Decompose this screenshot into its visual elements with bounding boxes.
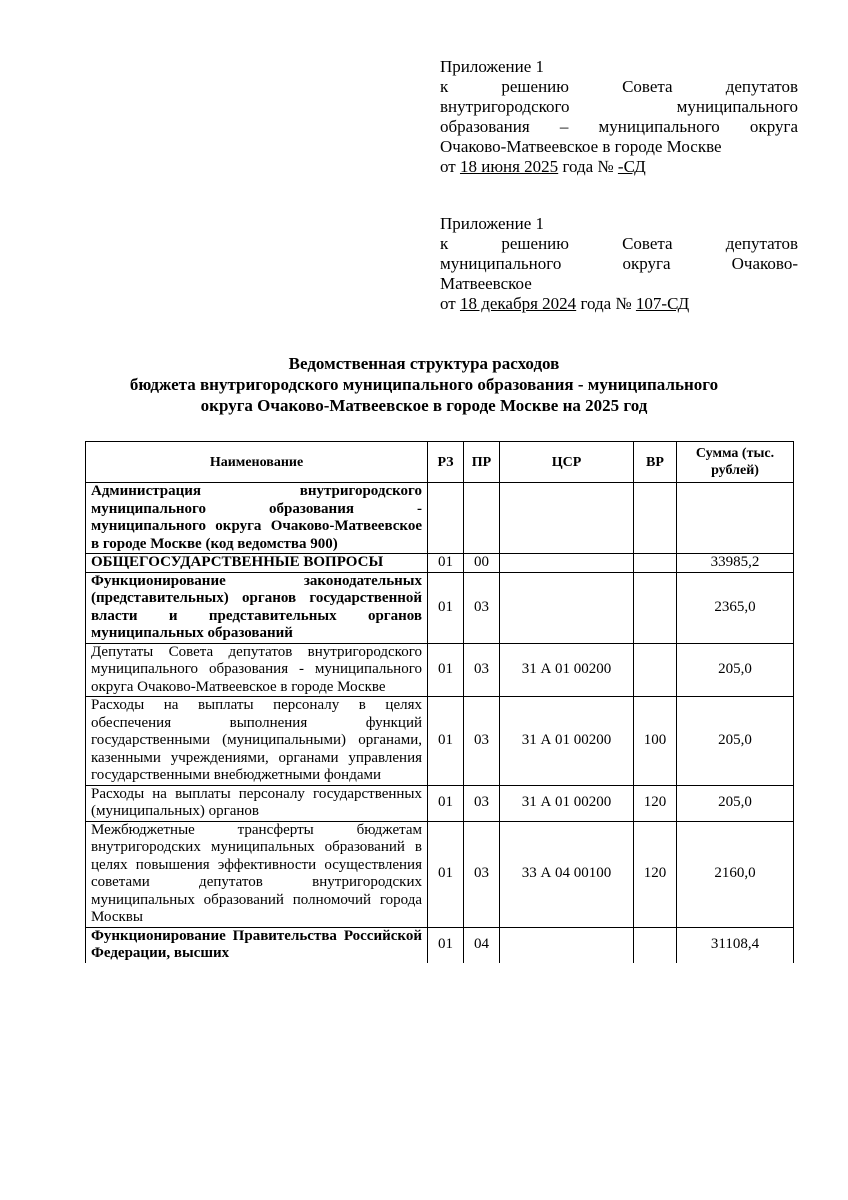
annex-line: внутригородского муниципального: [440, 97, 798, 116]
cell-pr: 03: [464, 821, 500, 927]
cell-pr: 03: [464, 785, 500, 821]
table-header-row: [86, 442, 794, 483]
cell-csr: [500, 554, 634, 573]
annex-line: к решению Совета депутатов: [440, 77, 798, 96]
annex-line: Матвеевское: [440, 274, 532, 293]
document-title: [60, 353, 788, 416]
date-mid: года №: [580, 294, 632, 313]
cell-vr: 120: [634, 785, 677, 821]
cell-name: Расходы на выплаты персоналу в целях обеспечения выполнения функций государственными (муниципальными) органами, казенными учреждениями, органами управления государственными внебюджетными фондами: [86, 697, 428, 786]
cell-name: ОБЩЕГОСУДАРСТВЕННЫЕ ВОПРОСЫ: [86, 554, 428, 573]
annex-line: к решению Совета депутатов: [440, 234, 798, 253]
cell-vr: [634, 643, 677, 697]
cell-csr: [500, 572, 634, 643]
cell-name: Межбюджетные трансферты бюджетам внутригородских муниципальных образований в целях повышения эффективности осуществления советами депутатов внутригородских муниципальных образований полномочий города Москвы: [86, 821, 428, 927]
col-header-vr: ВР: [634, 442, 677, 483]
cell-sum: 2365,0: [677, 572, 794, 643]
cell-name: Администрация внутригородского муниципального образования - муниципального округа Очаково-Матвеевское в городе Москве (код ведомства 900): [86, 483, 428, 554]
cell-vr: 100: [634, 697, 677, 786]
cell-pr: 03: [464, 572, 500, 643]
cell-vr: [634, 483, 677, 554]
table-row: [86, 483, 794, 554]
cell-sum: 205,0: [677, 697, 794, 786]
cell-rz: 01: [428, 697, 464, 786]
decision-number: 107-СД: [635, 294, 690, 313]
table-row: [86, 927, 794, 963]
table-row: [86, 554, 794, 573]
table-row: [86, 785, 794, 821]
cell-csr: [500, 927, 634, 963]
col-header-pr: ПР: [464, 442, 500, 483]
table-row: [86, 572, 794, 643]
table-row: [86, 697, 794, 786]
cell-pr: [464, 483, 500, 554]
title-line: Ведомственная структура расходов: [288, 354, 560, 373]
table-row: [86, 821, 794, 927]
cell-vr: [634, 927, 677, 963]
date-mid: года №: [562, 157, 614, 176]
cell-pr: 00: [464, 554, 500, 573]
cell-csr: 31 А 01 00200: [500, 643, 634, 697]
decision-date: 18 июня 2025: [459, 157, 559, 176]
cell-name: Функционирование Правительства Российской Федерации, высших: [86, 927, 428, 963]
title-line: округа Очаково-Матвеевское в городе Москве на 2025 год: [200, 396, 648, 415]
title-line: бюджета внутригородского муниципального образования - муниципального: [129, 375, 719, 394]
table-row: [86, 643, 794, 697]
cell-name: Депутаты Совета депутатов внутригородского муниципального образования - муниципального округа Очаково-Матвеевское в городе Москве: [86, 643, 428, 697]
col-header-name: Наименование: [86, 442, 428, 483]
cell-sum: 31108,4: [677, 927, 794, 963]
cell-pr: 04: [464, 927, 500, 963]
cell-rz: 01: [428, 572, 464, 643]
annex-title: Приложение 1: [440, 214, 544, 233]
cell-sum: 205,0: [677, 643, 794, 697]
cell-rz: 01: [428, 643, 464, 697]
cell-csr: 31 А 01 00200: [500, 697, 634, 786]
col-header-sum: Сумма (тыс. рублей): [677, 442, 794, 483]
cell-name: Расходы на выплаты персоналу государственных (муниципальных) органов: [86, 785, 428, 821]
cell-rz: 01: [428, 821, 464, 927]
cell-csr: 31 А 01 00200: [500, 785, 634, 821]
col-header-rz: РЗ: [428, 442, 464, 483]
decision-date: 18 декабря 2024: [459, 294, 577, 313]
annex-date-line: [440, 157, 798, 177]
cell-csr: 33 А 04 00100: [500, 821, 634, 927]
cell-pr: 03: [464, 697, 500, 786]
date-prefix: от: [440, 294, 456, 313]
annex-line: Очаково-Матвеевское в городе Москве: [440, 137, 722, 156]
cell-name: Функционирование законодательных (представительных) органов государственной власти и представительных органов муниципальных образований: [86, 572, 428, 643]
annex-header-current: [440, 57, 798, 177]
annex-title: Приложение 1: [440, 57, 544, 76]
decision-number: -СД: [617, 157, 646, 176]
annex-line: муниципального округа Очаково-: [440, 254, 798, 273]
cell-rz: 01: [428, 927, 464, 963]
cell-sum: 2160,0: [677, 821, 794, 927]
cell-vr: 120: [634, 821, 677, 927]
date-prefix: от: [440, 157, 456, 176]
cell-pr: 03: [464, 643, 500, 697]
cell-rz: 01: [428, 554, 464, 573]
col-header-csr: ЦСР: [500, 442, 634, 483]
annex-header-original: [440, 214, 798, 314]
cell-sum: 33985,2: [677, 554, 794, 573]
cell-vr: [634, 554, 677, 573]
cell-sum: 205,0: [677, 785, 794, 821]
budget-table: [85, 441, 794, 963]
cell-rz: 01: [428, 785, 464, 821]
cell-vr: [634, 572, 677, 643]
cell-sum: [677, 483, 794, 554]
cell-csr: [500, 483, 634, 554]
annex-line: образования – муниципального округа: [440, 117, 798, 136]
annex-date-line: [440, 294, 798, 314]
cell-rz: [428, 483, 464, 554]
